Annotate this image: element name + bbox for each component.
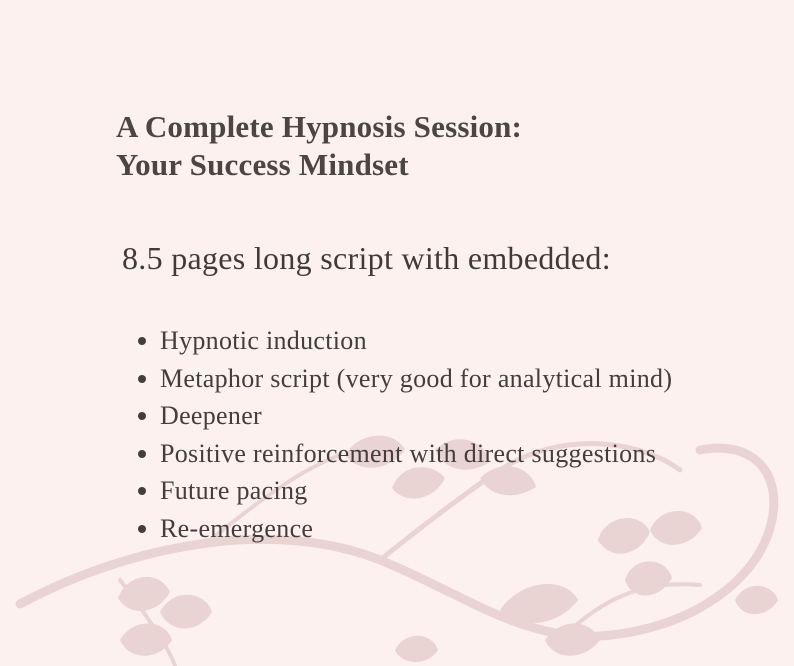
list-item (160, 472, 672, 510)
list-item-text: Deepener (160, 401, 262, 430)
list-item-text: Positive reinforcement with direct suggestions (160, 438, 657, 468)
list-item-text: Metaphor script (very good for analytical mind) (160, 363, 673, 393)
bullet-icon (138, 450, 146, 458)
bullet-icon (138, 375, 146, 383)
document-title (116, 108, 522, 184)
list-item-text: Future pacing (160, 476, 308, 505)
bullet-icon (138, 487, 146, 495)
title-line-1: A Complete Hypnosis Session: (116, 109, 523, 144)
list-item-text: Hypnotic induction (160, 326, 367, 355)
list-item (160, 510, 672, 548)
list-item (160, 360, 672, 398)
intro-text: 8.5 pages long script with embedded: (122, 240, 611, 276)
list-item (160, 435, 672, 473)
bullet-icon (138, 337, 146, 345)
feature-list (160, 322, 672, 547)
bullet-icon (138, 412, 146, 420)
list-item-text: Re-emergence (160, 513, 314, 543)
bullet-icon (138, 525, 146, 533)
list-item (160, 397, 672, 435)
list-item (160, 322, 672, 360)
title-line-2: Your Success Mindset (116, 147, 409, 182)
